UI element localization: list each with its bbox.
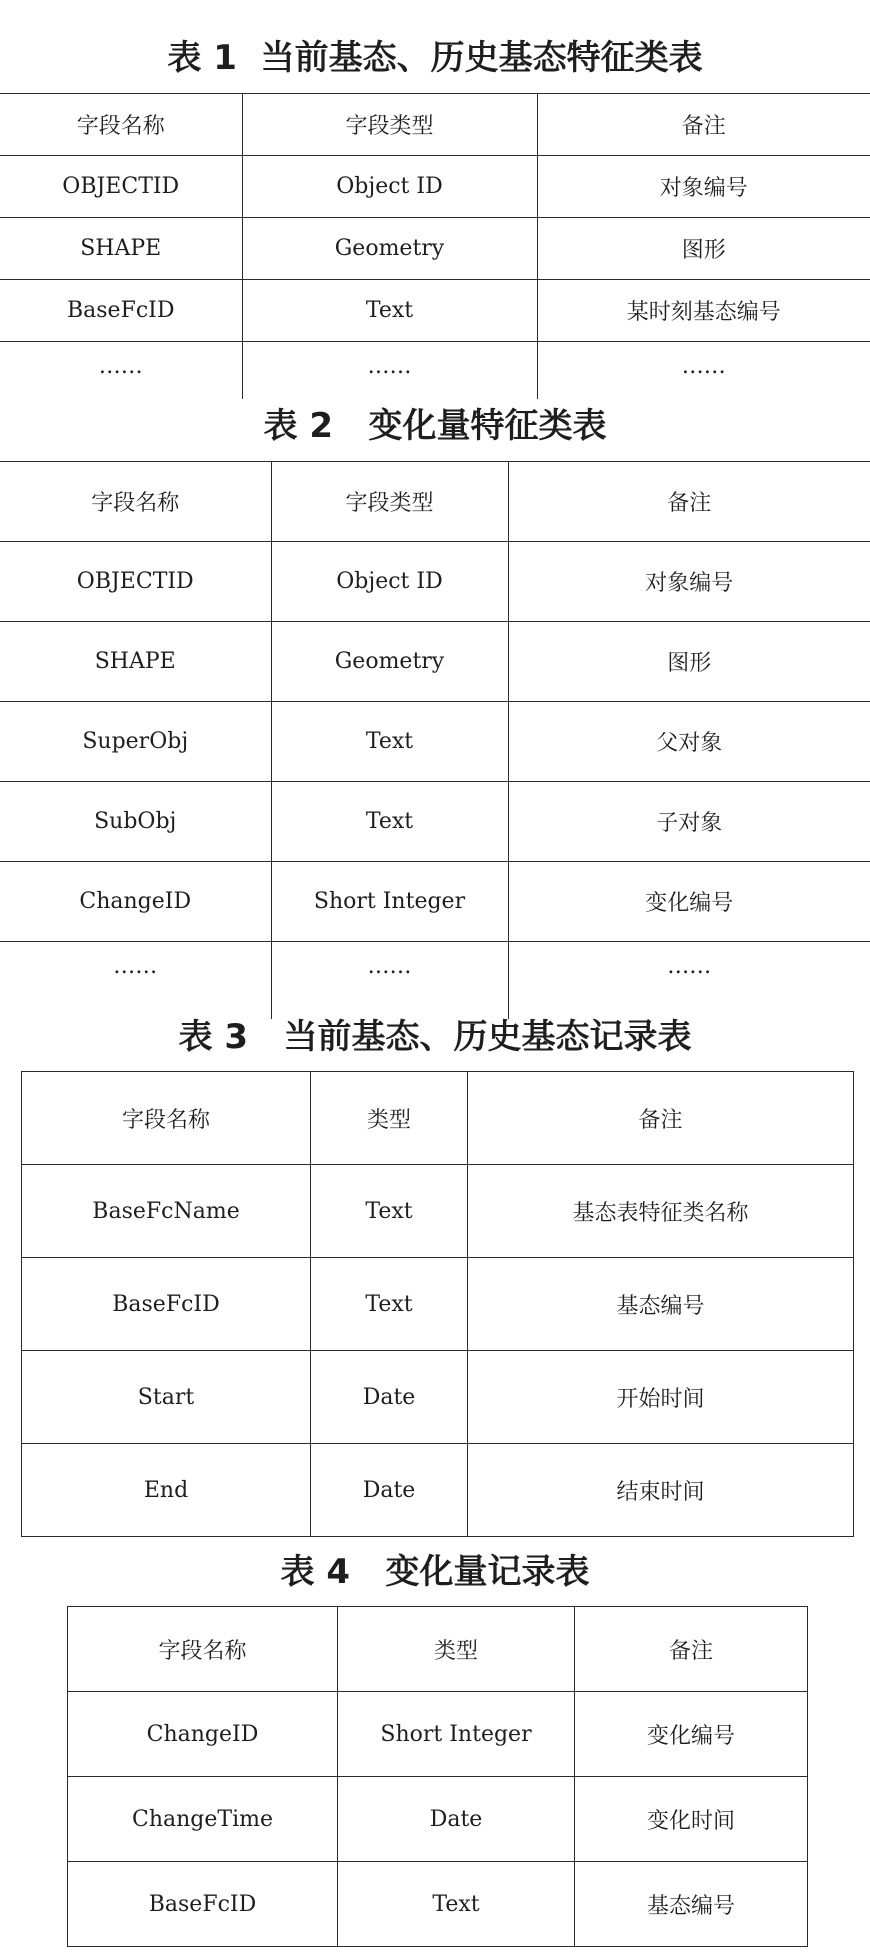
table-cell: 某时刻基态编号 (537, 280, 870, 342)
table-cell: 子对象 (508, 782, 870, 862)
table-cell: 变化编号 (508, 862, 870, 942)
table-cell: Date (311, 1444, 468, 1537)
table-cell: …… (537, 342, 870, 399)
table-row (22, 1258, 854, 1351)
table-row (22, 1165, 854, 1258)
table-cell: SHAPE (0, 622, 271, 702)
table-cell: 开始时间 (468, 1351, 854, 1444)
table-row (0, 942, 870, 1019)
table-row (0, 342, 870, 399)
table-cell: …… (242, 342, 537, 399)
table3 (21, 1071, 854, 1537)
table4 (67, 1606, 808, 1947)
table-cell: Date (311, 1351, 468, 1444)
table-cell: ChangeID (68, 1692, 338, 1777)
column-header: 字段类型 (271, 462, 508, 542)
table-row (0, 542, 870, 622)
column-header: 字段名称 (0, 94, 242, 156)
column-header: 字段名称 (68, 1607, 338, 1692)
column-header: 备注 (468, 1072, 854, 1165)
table-cell: …… (0, 342, 242, 399)
table-cell: 父对象 (508, 702, 870, 782)
column-header: 字段类型 (242, 94, 537, 156)
table-cell: Text (271, 782, 508, 862)
table-cell: …… (0, 942, 271, 1019)
table-cell: Date (338, 1777, 575, 1862)
column-header: 字段名称 (0, 462, 271, 542)
column-header: 类型 (338, 1607, 575, 1692)
table-cell: Text (311, 1258, 468, 1351)
table-row (22, 1444, 854, 1537)
table-row (0, 622, 870, 702)
table-cell: Object ID (271, 542, 508, 622)
table-row (0, 782, 870, 862)
table1-title: 表 1 当前基态、历史基态特征类表 (167, 38, 703, 78)
table-cell: SubObj (0, 782, 271, 862)
table-cell: …… (508, 942, 870, 1019)
table-cell: End (22, 1444, 311, 1537)
table-row (68, 1862, 808, 1947)
table-cell: ChangeTime (68, 1777, 338, 1862)
table-cell: Text (311, 1165, 468, 1258)
table2-title: 表 2 变化量特征类表 (263, 406, 607, 446)
table-cell: BaseFcID (0, 280, 242, 342)
table-cell: BaseFcID (22, 1258, 311, 1351)
table-row (68, 1777, 808, 1862)
table-row (22, 1351, 854, 1444)
table-row (0, 702, 870, 782)
table-cell: Text (242, 280, 537, 342)
table-row (0, 156, 870, 218)
table3-title: 表 3 当前基态、历史基态记录表 (178, 1017, 692, 1057)
column-header: 备注 (508, 462, 870, 542)
table-header-row (0, 462, 870, 542)
table-cell: 变化时间 (575, 1777, 808, 1862)
table-cell: BaseFcID (68, 1862, 338, 1947)
column-header: 字段名称 (22, 1072, 311, 1165)
table-cell: Geometry (242, 218, 537, 280)
column-header: 备注 (575, 1607, 808, 1692)
column-header: 备注 (537, 94, 870, 156)
table-row (0, 862, 870, 942)
table-cell: OBJECTID (0, 156, 242, 218)
table-row (0, 280, 870, 342)
table-cell: Short Integer (271, 862, 508, 942)
table-cell: 基态编号 (468, 1258, 854, 1351)
table-header-row (22, 1072, 854, 1165)
table-row (68, 1692, 808, 1777)
column-header: 类型 (311, 1072, 468, 1165)
table-cell: 基态表特征类名称 (468, 1165, 854, 1258)
table-cell: 图形 (537, 218, 870, 280)
table-cell: 基态编号 (575, 1862, 808, 1947)
table-cell: BaseFcName (22, 1165, 311, 1258)
table-cell: …… (271, 942, 508, 1019)
table-cell: 图形 (508, 622, 870, 702)
table4-title: 表 4 变化量记录表 (280, 1552, 590, 1592)
table2 (0, 461, 870, 1019)
table-cell: SHAPE (0, 218, 242, 280)
table-header-row (68, 1607, 808, 1692)
table-cell: 对象编号 (537, 156, 870, 218)
table-header-row (0, 94, 870, 156)
table-cell: Short Integer (338, 1692, 575, 1777)
table-cell: Text (338, 1862, 575, 1947)
table-cell: OBJECTID (0, 542, 271, 622)
table-cell: Start (22, 1351, 311, 1444)
table-cell: 结束时间 (468, 1444, 854, 1537)
table-cell: Text (271, 702, 508, 782)
table-cell: 变化编号 (575, 1692, 808, 1777)
table-cell: SuperObj (0, 702, 271, 782)
table-cell: Geometry (271, 622, 508, 702)
table-row (0, 218, 870, 280)
table-cell: ChangeID (0, 862, 271, 942)
table1 (0, 93, 870, 399)
table-cell: 对象编号 (508, 542, 870, 622)
table-cell: Object ID (242, 156, 537, 218)
